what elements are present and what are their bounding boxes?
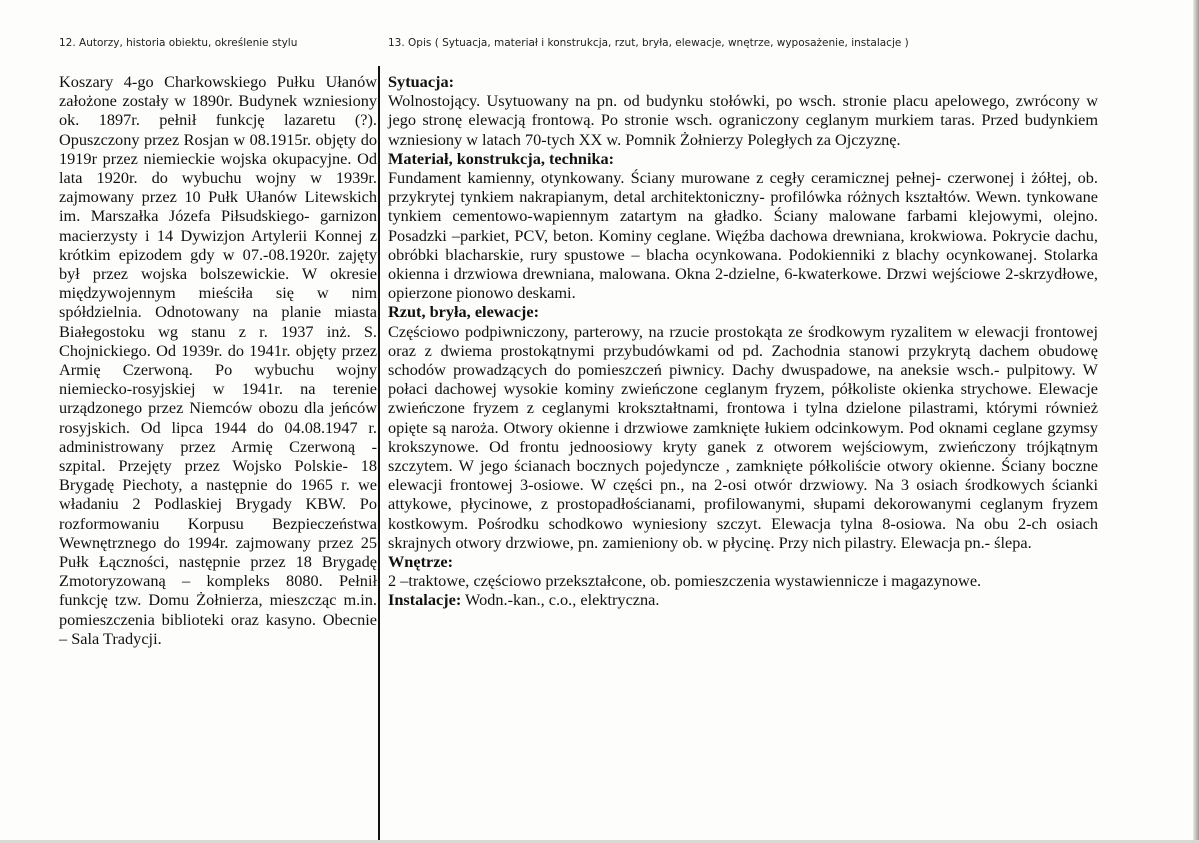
plan-heading: Rzut, bryła, elewacje:	[388, 302, 539, 322]
section-12-header: 12. Autorzy, historia obiektu, określenie stylu	[59, 37, 298, 49]
scan-edge-right	[1193, 0, 1199, 843]
installations-heading: Instalacje:	[388, 590, 462, 610]
section-13-header: 13. Opis ( Sytuacja, materiał i konstrukcja, rzut, bryła, elewacje, wnętrze, wyposażenie, instalacje )	[388, 37, 909, 49]
situation-heading: Sytuacja:	[388, 72, 455, 91]
description-column	[388, 72, 1098, 610]
column-divider	[378, 66, 380, 843]
history-column	[59, 72, 377, 648]
plan-text: Częściowo podpiwniczony, parterowy, na rzucie prostokąta ze środkowym ryzalitem w elewacji frontowej oraz z dwiema prostokątnymi przybudówkami od pd. Zachodnia stanowi przykrytą dachem obudowę schodów prowadzących do pomieszczeń piwnicy. Dachy dwuspadowe, na aneksie wsch.- pulpitowy. W połaci dachowej wysokie kominy zwieńczone ceglanym fryzem, półkoliste okienka strychowe. Elewacje zwieńczone fryzem z ceglanymi krokształtnami, frontowa i tylna dzielone pilastrami, którymi również opięte są naroża. Otwory okienne i drzwiowe zamknięte łukiem odcinkowym. Pod oknami ceglane gzymsy krokszynowe. Od frontu jednoosiowy kryty ganek z otworem wejściowym, zwieńczony trójkątnym szczytem. W jego ścianach bocznych pojedyncze , zamknięte półkoliście otwory okienne. Ściany boczne elewacji frontowej 3-osiowe. W części pn., na 2-osi otwór drzwiowy. Na 3 osiach środkowych ścianki attykowe, płycinowe, z prostopadłościanami, profilowanymi, słupami dekorowanymi ceglanym fryzem kostkowym. Pośrodku schodkowo wyniesiony szczyt. Elewacja tylna 8-osiowa. Na obu 2-ch osiach skrajnych otwory drzwiowe, pn. zamieniony ob. w płycinę. Przy nich pilastry. Elewacja pn.- ślepa.	[388, 321, 1098, 552]
material-text: Fundament kamienny, otynkowany. Ściany murowane z cegły ceramicznej pełnej- czerwonej i żółtej, ob. przykrytej tynkiem nakrapianym, detal architektoniczny- profilówka różnych kształtów. Wewn. tynkowane tynkiem cementowo-wapiennym zatartym na gładko. Ściany malowane farbami klejowymi, olejno. Posadzki –parkiet, PCV, beton. Kominy ceglane. Więźba dachowa drewniana, krokwiowa. Pokrycie dachu, obróbki blacharskie, rury spustowe – blacha ocynkowana. Podokienniki z blachy ocynkowanej. Stolarka okienna i drzwiowa drewniana, malowana. Okna 2-dzielne, 6-kwaterkowe. Drzwi wejściowe 2-skrzydłowe, opierzone pionowo deskami.	[388, 168, 1098, 303]
interior-heading: Wnętrze:	[388, 552, 454, 572]
history-text: Koszary 4-go Charkowskiego Pułku Ułanów założone zostały w 1890r. Budynek wzniesiony ok. 1897r. pełnił funkcję lazaretu (?). Opuszczony przez Rosjan w 08.1915r. objęty do 1919r przez niemieckie wojska okupacyjne. Od lata 1920r. do wybuchu wojny w 1939r. zajmowany przez 10 Pułk Ułanów Litewskich im. Marszałka Józefa Piłsudskiego- garnizon macierzysty i 14 Dywizjon Artylerii Konnej z krótkim epizodem gdy w 07.-08.1920r. zajęty był przez wojska bolszewickie. W okresie międzywojennym mieściła się w nim spółdzielnia. Odnotowany na planie miasta Białegostoku wg stanu z r. 1937 inż. S. Chojnickiego. Od 1939r. do 1941r. objęty przez Armię Czerwoną. Po wybuchu wojny niemiecko-rosyjskiej w 1941r. na terenie urządzonego przez Niemców obozu dla jeńców rosyjskich. Od lipca 1944 do 04.08.1947 r. administrowany przez Armię Czerwoną - szpital. Przejęty przez Wojsko Polskie- 18 Brygadę Piechoty, a następnie do 1965 r. we władaniu 2 Podlaskiej Brygady KBW. Po rozformowaniu Korpusu Bezpieczeństwa Wewnętrznego do 1994r. zajmowany przez 25 Pułk Łączności, następnie przez 18 Brygadę Zmotoryzowaną – kompleks 8080. Pełnił funkcję tzw. Domu Żołnierza, mieszcząc m.in. pomieszczenia biblioteki oraz kasyno. Obecnie – Sala Tradycji.	[59, 72, 377, 648]
situation-text: Wolnostojący. Usytuowany na pn. od budynku stołówki, po wsch. stronie placu apelowego, zwrócony w jego stronę elewacją frontową. Po stronie wsch. ograniczony ceglanym murkiem taras. Przed budynkiem wzniesiony w latach 70-tych XX w. Pomnik Żołnierzy Poległych za Ojczyznę.	[388, 91, 1098, 149]
material-heading: Materiał, konstrukcja, technika:	[388, 148, 615, 168]
interior-text: 2 –traktowe, częściowo przekształcone, ob. pomieszczenia wystawiennicze i magazynowe.	[388, 571, 982, 591]
installations-text: Wodn.-kan., c.o., elektryczna.	[461, 590, 660, 610]
installations-line	[388, 590, 1098, 609]
